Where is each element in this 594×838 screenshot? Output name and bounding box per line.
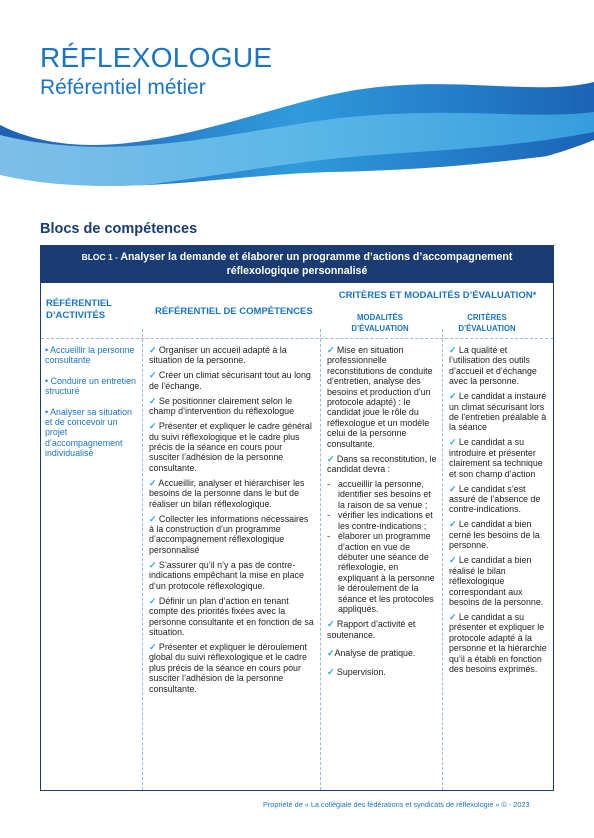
list-item: ✓ Le candidat a bien cerné les besoins de la personne. [449,519,540,551]
activities-list [45,345,140,469]
dash-item: - accueillir la personne, identifier ses besoins et la raison de sa venue ; [327,479,431,510]
bloc-label: BLOC 1 - [81,252,121,262]
page-footer: Propriété de « La collégiale des fédérations et syndicats de réflexologie » © - 2023 [263,800,530,809]
check-icon: ✓ [149,345,157,355]
activities-header: RÉFÉRENTIEL D’ACTIVITÉS [46,298,112,321]
check-icon: ✓ [449,555,457,566]
column-divider [320,329,321,790]
check-icon: ✓ [449,391,457,402]
check-icon: ✓ [449,437,457,448]
list-item: ✓ Présenter et expliquer le déroulement global du suivi réflexologique et le cadre plus précis de la séance en cours pour susciter l’adhésion de la personne consultante. [149,641,307,694]
list-item: ✓ Présenter et expliquer le cadre général du suivi réflexologique et le cadre plus précis de la séance en cours pour susciter l’adhésion de la personne consultante. [149,421,312,473]
list-item: • Conduire un entretien structuré [45,375,136,397]
dash-item: - élaborer un programme d’action en vue de débuter une séance de réflexologie, en expliquant à la personne le déroulement de la séance et les protocoles appliqués. [327,531,435,614]
list-item: ✓ Se positionner clairement selon le champ d’intervention du réflexologue [149,395,295,417]
check-icon: ✓ [449,519,457,530]
skills-list [149,345,315,699]
bloc-header [41,246,553,283]
dash-item: - vérifier les indications et les contre-indications ; [327,510,433,531]
list-item: ✓ S’assurer qu’il n’y a pas de contre-indications empêchant la mise en place d’un protocole réflexologique. [149,559,304,591]
check-icon: ✓ [327,619,335,630]
list-item: ✓ Le candidat s’est assuré de l’absence de contre-indications. [449,483,541,515]
check-icon: ✓ [149,641,157,652]
list-item: ✓ Rapport d’activité et soutenance. [327,619,416,640]
bloc-title: Analyser la demande et élaborer un programme d’actions d’accompagnement réflexologique personnalisé [120,251,513,277]
check-icon: ✓ [449,483,457,494]
check-icon: ✓ [327,345,335,355]
modalities-header: MODALITÉS D’ÉVALUATION [351,313,409,333]
check-icon: ✓ [149,395,157,406]
list-item: ✓ Mise en situation professionnelle reconstitutions de conduite d’entretien, analyse des besoins et production d’un protocole adapté) : le candidat joue le rôle du réflexologue et un modèle celui de la personne consultante. [327,345,433,449]
list-item: ✓ Supervision. [327,666,386,677]
check-icon: ✓ [449,345,457,355]
criteria-header: CRITÈRES ET MODALITÉS D’ÉVALUATION* [338,290,537,301]
check-icon: ✓ [149,595,157,606]
list-item: ✓ Le candidat a bien réalisé le bilan réflexologique correspondant aux besoins de la personne. [449,555,544,607]
list-item: ✓ Dans sa reconstitution, le candidat devra : [327,453,437,475]
criteria-list [449,345,550,679]
list-item: • Accueillir la personne consultante [45,345,135,366]
check-icon: ✓ [449,611,457,622]
list-item: ✓ Accueillir, analyser et hiérarchiser les besoins de la personne dans le but de réaliser un bilan réflexologique. [149,477,305,509]
check-icon: ✓ [327,648,335,659]
header-wave-graphic [0,0,594,215]
list-item: ✓ Organiser un accueil adapté à la situation de la personne. [149,345,287,366]
list-item: ✓ Collecter les informations nécessaires à la construction d’un programme d’accompagnement réflexologique personnalisé [149,513,309,555]
list-item: ✓ Créer un climat sécurisant tout au long de l’échange. [149,370,311,391]
column-divider [442,329,443,790]
page-subtitle: Référentiel métier [40,76,206,99]
list-item: ✓ Le candidat a su présenter et expliquer le protocole adapté à la personne et la hiérarchie qu’il a établi en fonction des besoins exprimés. [449,611,547,674]
column-divider [142,329,143,790]
check-icon: ✓ [149,513,157,524]
list-item: ✓ Le candidat a instauré un climat sécurisant lors de l’entretien préalable à la séance [449,391,547,433]
skills-header: RÉFÉRENTIEL DE COMPÉTENCES [155,306,313,317]
list-item: ✓ Le candidat a su introduire et présenter clairement sa technique et son champ d’action [449,437,543,479]
list-item: ✓ Définir un plan d’action en tenant compte des priorités fixées avec la personne consultante et en fonction de sa situation. [149,595,314,637]
list-item: ✓Analyse de pratique. [327,648,416,659]
header-divider [41,338,553,339]
check-icon: ✓ [327,666,335,677]
page-title: RÉFLEXOLOGUE [40,42,273,73]
check-icon: ✓ [149,477,157,488]
modalities-list [327,345,439,682]
criteria-sub-header: CRITÈRES D’ÉVALUATION [458,313,516,333]
list-item: ✓ La qualité et l’utilisation des outils d’accueil et d’échange avec la personne. [449,345,537,387]
section-title: Blocs de compétences [40,221,198,237]
list-item: • Analyser sa situation et de concevoir un projet d’accompagnement individualisé [45,406,132,459]
check-icon: ✓ [149,421,157,432]
check-icon: ✓ [149,559,157,570]
check-icon: ✓ [149,370,157,381]
check-icon: ✓ [327,453,335,464]
